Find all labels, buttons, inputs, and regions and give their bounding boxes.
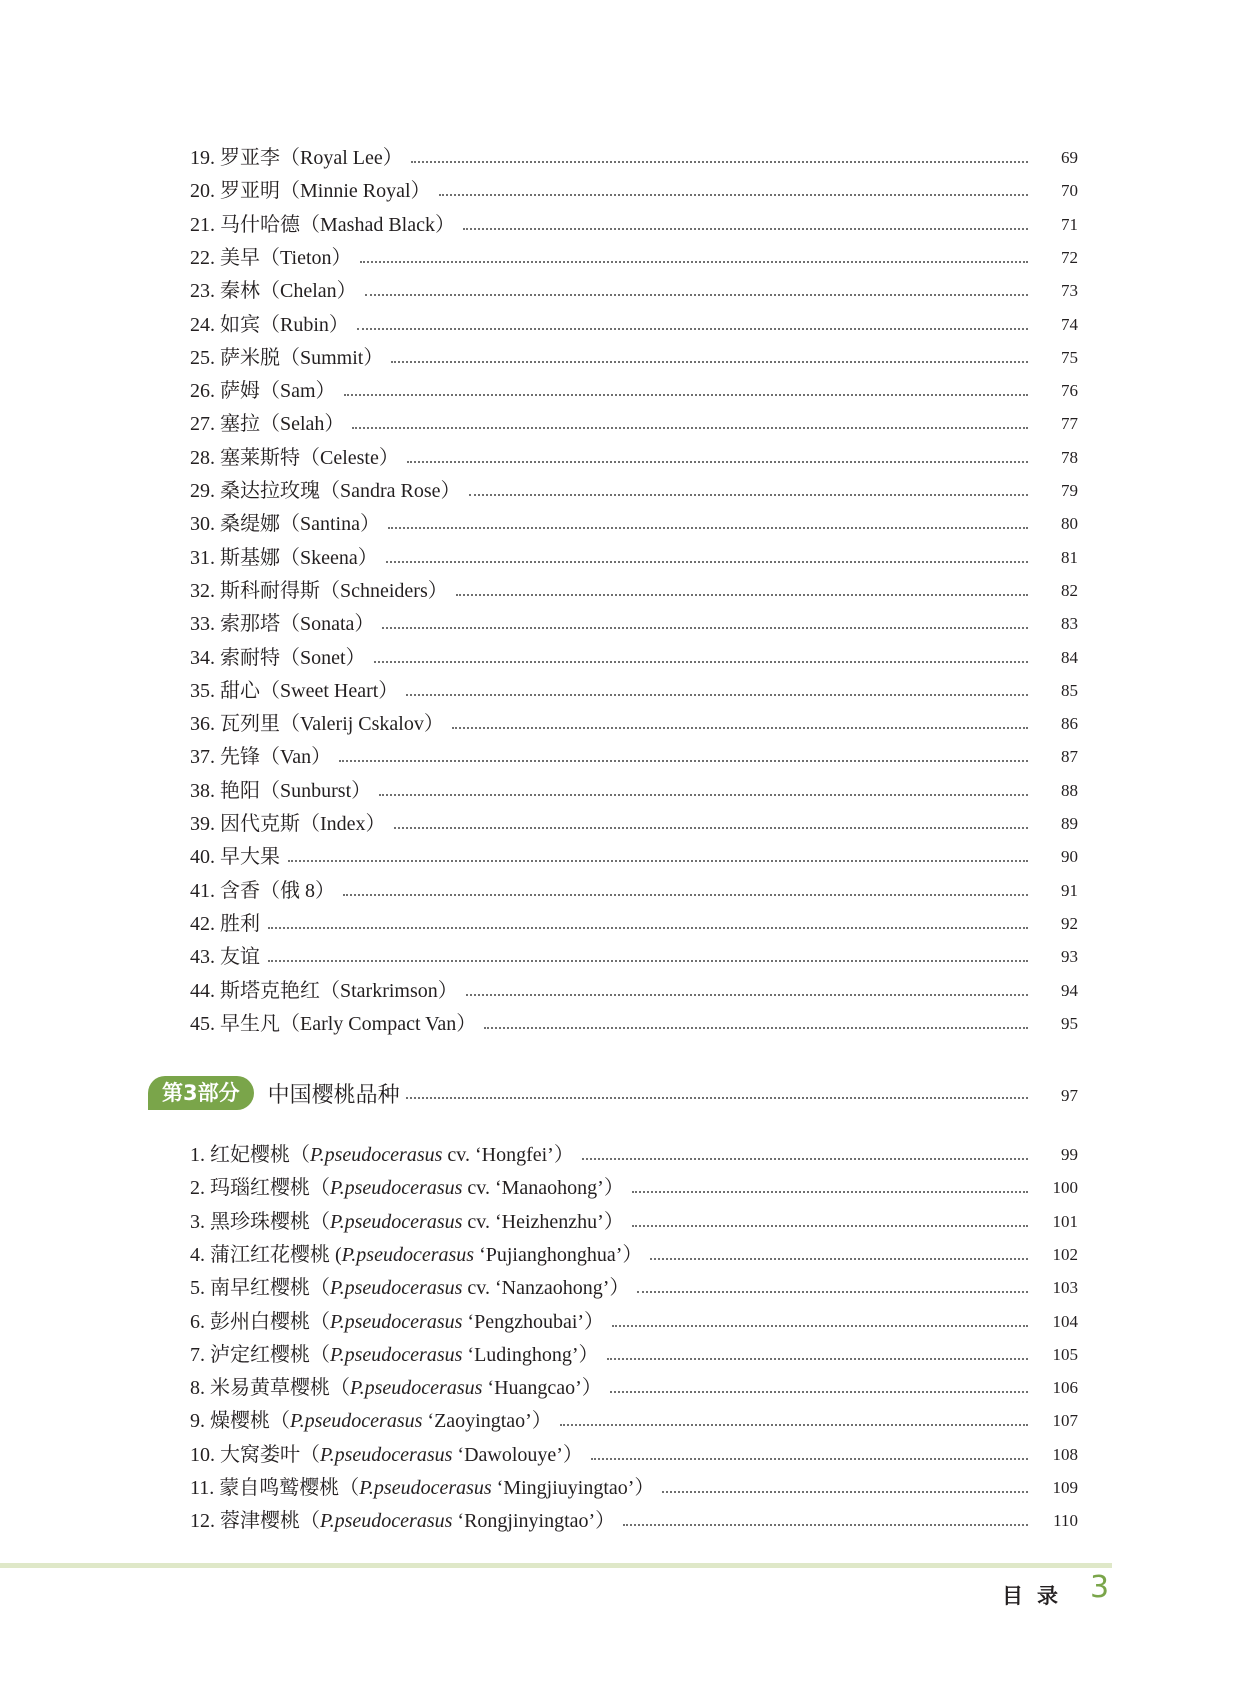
toc-entry-title	[190, 412, 344, 436]
title-text: ‘Dawolouye’）	[452, 1443, 583, 1466]
toc-entry[interactable]	[190, 273, 1078, 303]
toc-entry-title	[190, 779, 371, 803]
toc-page-number: 93	[1061, 947, 1078, 967]
toc-entry[interactable]	[190, 140, 1078, 170]
title-text: 42. 胜利	[190, 912, 260, 935]
toc-entry[interactable]	[190, 1337, 1078, 1367]
dot-leader	[268, 960, 1028, 962]
dot-leader	[662, 1491, 1028, 1493]
title-text: 9. 燥樱桃（	[190, 1410, 290, 1433]
toc-entry-title	[190, 745, 331, 769]
toc-entry-title	[190, 1243, 642, 1267]
section-title: 中国樱桃品种	[267, 1082, 400, 1108]
title-text: 5. 南早红樱桃（	[190, 1277, 330, 1300]
toc-page-number: 89	[1061, 814, 1078, 833]
title-text: 27. 塞拉（Selah）	[190, 413, 345, 436]
dot-leader	[484, 1027, 1028, 1029]
toc-page-number: 103	[1052, 1278, 1078, 1298]
latin-name: P.pseudocerasus	[330, 1177, 463, 1200]
title-text: 37. 先锋（Van）	[190, 746, 332, 769]
toc-entry-title	[190, 845, 280, 869]
title-text: ‘Zaoyingtao’）	[422, 1410, 552, 1433]
dot-leader	[591, 1458, 1028, 1460]
toc-entry-title	[190, 246, 352, 270]
title-text: 23. 秦林（Chelan）	[190, 280, 357, 303]
title-text: 45. 早生凡（Early Compact Van）	[190, 1012, 477, 1035]
latin-name: P.pseudocerasus	[341, 1243, 475, 1266]
toc-page-number: 109	[1052, 1478, 1078, 1497]
dot-leader	[374, 661, 1028, 663]
toc-page-number: 107	[1052, 1411, 1078, 1431]
toc-entry[interactable]	[190, 540, 1078, 570]
toc-page-number: 70	[1061, 181, 1078, 201]
dot-leader	[339, 760, 1028, 762]
dot-leader	[391, 361, 1028, 363]
toc-entry-title	[190, 1343, 599, 1367]
dot-leader	[268, 927, 1028, 929]
toc-entry[interactable]	[190, 1006, 1078, 1036]
toc-entry[interactable]	[190, 173, 1078, 203]
toc-entry[interactable]	[190, 573, 1078, 603]
title-text: 33. 索那塔（Sonata）	[190, 613, 375, 636]
dot-leader	[463, 228, 1028, 230]
toc-entry[interactable]	[190, 240, 1078, 270]
title-text: ‘Pujianghonghua’）	[474, 1243, 643, 1266]
toc-page-number: 74	[1061, 314, 1078, 334]
toc-entry[interactable]	[190, 340, 1078, 370]
dot-leader	[357, 328, 1028, 330]
toc-page-number: 108	[1052, 1444, 1078, 1464]
toc-entry[interactable]	[190, 207, 1078, 237]
toc-entry[interactable]	[190, 373, 1078, 403]
toc-entry[interactable]	[190, 806, 1078, 836]
dot-leader	[439, 194, 1028, 196]
toc-entry-title	[190, 912, 260, 936]
toc-entry[interactable]	[190, 973, 1078, 1003]
dot-leader	[411, 161, 1028, 163]
toc-entry[interactable]	[190, 906, 1078, 936]
title-text: cv. ‘Hongfei’）	[442, 1144, 574, 1166]
toc-page-number: 99	[1061, 1145, 1078, 1164]
dot-leader	[344, 394, 1028, 396]
toc-entry[interactable]	[190, 1503, 1078, 1533]
toc-entry[interactable]	[190, 307, 1078, 337]
title-text: cv. ‘Manaohong’）	[462, 1177, 624, 1200]
dot-leader	[360, 261, 1028, 263]
title-text: 12. 蓉津樱桃（	[190, 1510, 320, 1533]
toc-entry-title	[190, 879, 335, 903]
dot-leader	[637, 1291, 1028, 1293]
toc-page-number: 104	[1052, 1311, 1078, 1331]
toc-entry-title	[190, 812, 386, 836]
toc-entry-title	[190, 379, 336, 403]
dot-leader	[612, 1325, 1028, 1327]
toc-page-number: 71	[1061, 214, 1078, 234]
toc-entry-title	[190, 1443, 583, 1467]
title-text: cv. ‘Nanzaohong’）	[462, 1277, 630, 1300]
latin-name: P.pseudocerasus	[350, 1377, 483, 1400]
toc-entry-title	[190, 1276, 629, 1300]
toc-entry[interactable]	[190, 706, 1078, 736]
toc-entry[interactable]	[190, 640, 1078, 670]
dot-leader	[406, 694, 1028, 696]
dot-leader	[406, 1097, 1028, 1099]
title-text: ‘Ludinghong’）	[462, 1343, 599, 1366]
title-text: 26. 萨姆（Sam）	[190, 380, 336, 403]
title-text: ‘Mingjiuyingtao’）	[491, 1477, 655, 1499]
toc-entry-title	[190, 512, 380, 536]
toc-entry-title	[190, 146, 403, 170]
latin-name: P.pseudocerasus	[359, 1477, 492, 1499]
toc-entry-title	[190, 1376, 602, 1400]
toc-page-number: 69	[1061, 148, 1078, 167]
title-text: 31. 斯基娜（Skeena）	[190, 546, 378, 569]
latin-name: P.pseudocerasus	[320, 1443, 453, 1466]
title-text: 1. 红妃樱桃（	[190, 1144, 310, 1166]
title-text: 8. 米易黄草樱桃（	[190, 1377, 350, 1400]
toc-page-number: 91	[1061, 880, 1078, 900]
latin-name: P.pseudocerasus	[330, 1277, 463, 1300]
dot-leader	[343, 894, 1028, 896]
toc-entry[interactable]	[190, 1204, 1078, 1234]
toc-entry-title	[190, 945, 260, 969]
dot-leader	[365, 294, 1028, 296]
title-text: ‘Pengzhoubai’）	[462, 1310, 605, 1333]
title-text: 39. 因代克斯（Index）	[190, 813, 386, 835]
dot-leader	[466, 994, 1028, 996]
toc-page-number: 110	[1053, 1511, 1078, 1531]
toc-page-number: 85	[1061, 680, 1078, 700]
title-text: 3. 黑珍珠樱桃（	[190, 1210, 330, 1233]
dot-leader	[379, 794, 1028, 796]
footer-label: 目录	[1002, 1584, 1072, 1608]
toc-entry-title	[190, 446, 399, 470]
toc-entry[interactable]	[190, 606, 1078, 636]
toc-entry-title	[190, 1409, 552, 1433]
toc-entry-title	[190, 1310, 604, 1334]
dot-leader	[607, 1358, 1029, 1360]
title-text: 7. 泸定红樱桃（	[190, 1343, 330, 1366]
title-text: 41. 含香（俄 8）	[190, 879, 335, 902]
toc-entry[interactable]	[190, 1304, 1078, 1334]
toc-entry[interactable]	[190, 1370, 1078, 1400]
title-text: 34. 索耐特（Sonet）	[190, 646, 366, 669]
dot-leader	[288, 860, 1028, 862]
toc-page-number: 82	[1061, 580, 1078, 600]
toc-page-number: 86	[1061, 714, 1078, 734]
toc-page-number: 83	[1061, 614, 1078, 634]
title-text: 25. 萨米脱（Summit）	[190, 346, 384, 369]
toc-entry-title	[190, 313, 349, 337]
toc-page-number: 79	[1061, 481, 1078, 500]
toc-entry[interactable]	[190, 506, 1078, 536]
toc-entry-title	[190, 1210, 624, 1234]
toc-entry-title	[190, 612, 374, 636]
toc-page-number: 87	[1061, 747, 1078, 767]
toc-page-number: 72	[1061, 247, 1078, 267]
toc-entry[interactable]	[190, 1403, 1078, 1433]
toc-entry[interactable]	[190, 873, 1078, 903]
toc-entry[interactable]	[190, 440, 1078, 470]
title-text: cv. ‘Heizhenzhu’）	[462, 1210, 624, 1233]
title-text: 35. 甜心（Sweet Heart）	[190, 679, 399, 702]
title-text: 2. 玛瑙红樱桃（	[190, 1177, 330, 1200]
toc-entry[interactable]	[190, 473, 1078, 503]
dot-leader	[560, 1424, 1028, 1426]
toc-entry[interactable]	[190, 939, 1078, 969]
section-heading-part3[interactable]	[148, 1073, 1078, 1113]
title-text: 19. 罗亚李（Royal Lee）	[190, 147, 403, 169]
dot-leader	[452, 727, 1028, 729]
title-text: 44. 斯塔克艳红（Starkrimson）	[190, 979, 458, 1002]
title-text: ‘Huangcao’）	[482, 1377, 602, 1400]
toc-entry-title	[190, 646, 366, 670]
title-text: 6. 彭州白樱桃（	[190, 1310, 330, 1333]
toc-page-number: 75	[1061, 347, 1078, 367]
latin-name: P.pseudocerasus	[330, 1310, 463, 1333]
toc-entry-title	[190, 1143, 574, 1167]
toc-page-number: 81	[1061, 547, 1078, 567]
dot-leader	[388, 527, 1028, 529]
title-text: 20. 罗亚明（Minnie Royal）	[190, 180, 431, 203]
toc-page-number: 73	[1061, 281, 1078, 301]
toc-entry[interactable]	[190, 773, 1078, 803]
latin-name: P.pseudocerasus	[330, 1343, 463, 1366]
toc-entry[interactable]	[190, 839, 1078, 869]
dot-leader	[456, 594, 1028, 596]
title-text: 11. 蒙自鸣鹫樱桃（	[190, 1477, 360, 1499]
toc-entry-title	[190, 179, 431, 203]
dot-leader	[632, 1225, 1028, 1227]
toc-entry[interactable]	[190, 1270, 1078, 1300]
footer-rule	[0, 1563, 1112, 1568]
title-text: 21. 马什哈德（Mashad Black）	[190, 213, 455, 236]
section-page-number: 97	[1061, 1086, 1078, 1105]
title-text: 4. 蒲江红花樱桃 (	[190, 1243, 342, 1266]
title-text: 24. 如宾（Rubin）	[190, 313, 349, 336]
title-text: 28. 塞莱斯特（Celeste）	[190, 446, 399, 469]
title-text: 29. 桑达拉玫瑰（Sandra Rose）	[190, 480, 461, 502]
latin-name: P.pseudocerasus	[290, 1410, 423, 1433]
toc-entry-title	[190, 579, 448, 603]
toc-entry-title	[190, 679, 398, 703]
toc-entry-title	[190, 1012, 476, 1036]
title-text: 30. 桑缇娜（Santina）	[190, 513, 380, 536]
toc-page-number: 77	[1061, 414, 1078, 434]
toc-page-number: 105	[1052, 1344, 1078, 1364]
toc-entry[interactable]	[190, 673, 1078, 703]
latin-name: P.pseudocerasus	[320, 1510, 453, 1533]
toc-page-number: 106	[1052, 1378, 1078, 1398]
toc-page-number: 100	[1052, 1178, 1078, 1198]
toc-entry-title	[190, 979, 458, 1003]
toc-entry[interactable]	[190, 739, 1078, 769]
dot-leader	[650, 1258, 1028, 1260]
dot-leader	[386, 561, 1028, 563]
dot-leader	[382, 627, 1028, 629]
toc-entry-title	[190, 1476, 654, 1500]
footer-page-number: 3	[1090, 1570, 1110, 1605]
title-text: 38. 艳阳（Sunburst）	[190, 779, 372, 802]
toc-entry[interactable]	[190, 1170, 1078, 1200]
dot-leader	[469, 494, 1028, 496]
toc-entry-title	[190, 1509, 615, 1533]
title-text: 32. 斯科耐得斯（Schneiders）	[190, 579, 448, 602]
title-text: 40. 早大果	[190, 846, 280, 869]
toc-entry[interactable]	[190, 1437, 1078, 1467]
toc-entry-title	[190, 279, 357, 303]
toc-entry-title	[190, 546, 378, 570]
dot-leader	[582, 1158, 1028, 1160]
title-text: 10. 大窝娄叶（	[190, 1443, 320, 1466]
toc-page-number: 94	[1061, 980, 1078, 1000]
title-text: ‘Rongjinyingtao’）	[452, 1510, 616, 1533]
toc-entry[interactable]	[190, 406, 1078, 436]
toc-entry-title	[190, 1176, 624, 1200]
title-text: 36. 瓦列里（Valerij Cskalov）	[190, 713, 444, 736]
toc-page-number: 102	[1052, 1244, 1078, 1264]
toc-entry[interactable]	[190, 1470, 1078, 1500]
toc-page-number: 95	[1061, 1013, 1078, 1033]
toc-page-number: 101	[1052, 1211, 1078, 1231]
dot-leader	[407, 461, 1028, 463]
dot-leader	[394, 827, 1028, 829]
toc-page-number: 78	[1061, 447, 1078, 467]
title-text: 43. 友谊	[190, 946, 260, 969]
section-badge: 第3部分	[148, 1076, 254, 1110]
title-text: 22. 美早（Tieton）	[190, 246, 352, 269]
latin-name: P.pseudocerasus	[330, 1210, 463, 1233]
toc-entry-title	[190, 712, 444, 736]
toc-page-number: 76	[1061, 381, 1078, 401]
toc-page-number: 88	[1061, 780, 1078, 800]
toc-page-number: 80	[1061, 514, 1078, 534]
toc-page-number: 84	[1061, 647, 1078, 667]
toc-entry[interactable]	[190, 1237, 1078, 1267]
dot-leader	[610, 1391, 1028, 1393]
latin-name: P.pseudocerasus	[310, 1144, 443, 1166]
toc-entry-title	[190, 346, 383, 370]
dot-leader	[352, 427, 1028, 429]
toc-entry-title	[190, 479, 461, 503]
dot-leader	[623, 1524, 1028, 1526]
toc-entry[interactable]	[190, 1137, 1078, 1167]
toc-page-number: 90	[1061, 847, 1078, 867]
toc-page-number: 92	[1061, 913, 1078, 933]
dot-leader	[632, 1191, 1028, 1193]
toc-entry-title	[190, 213, 455, 237]
